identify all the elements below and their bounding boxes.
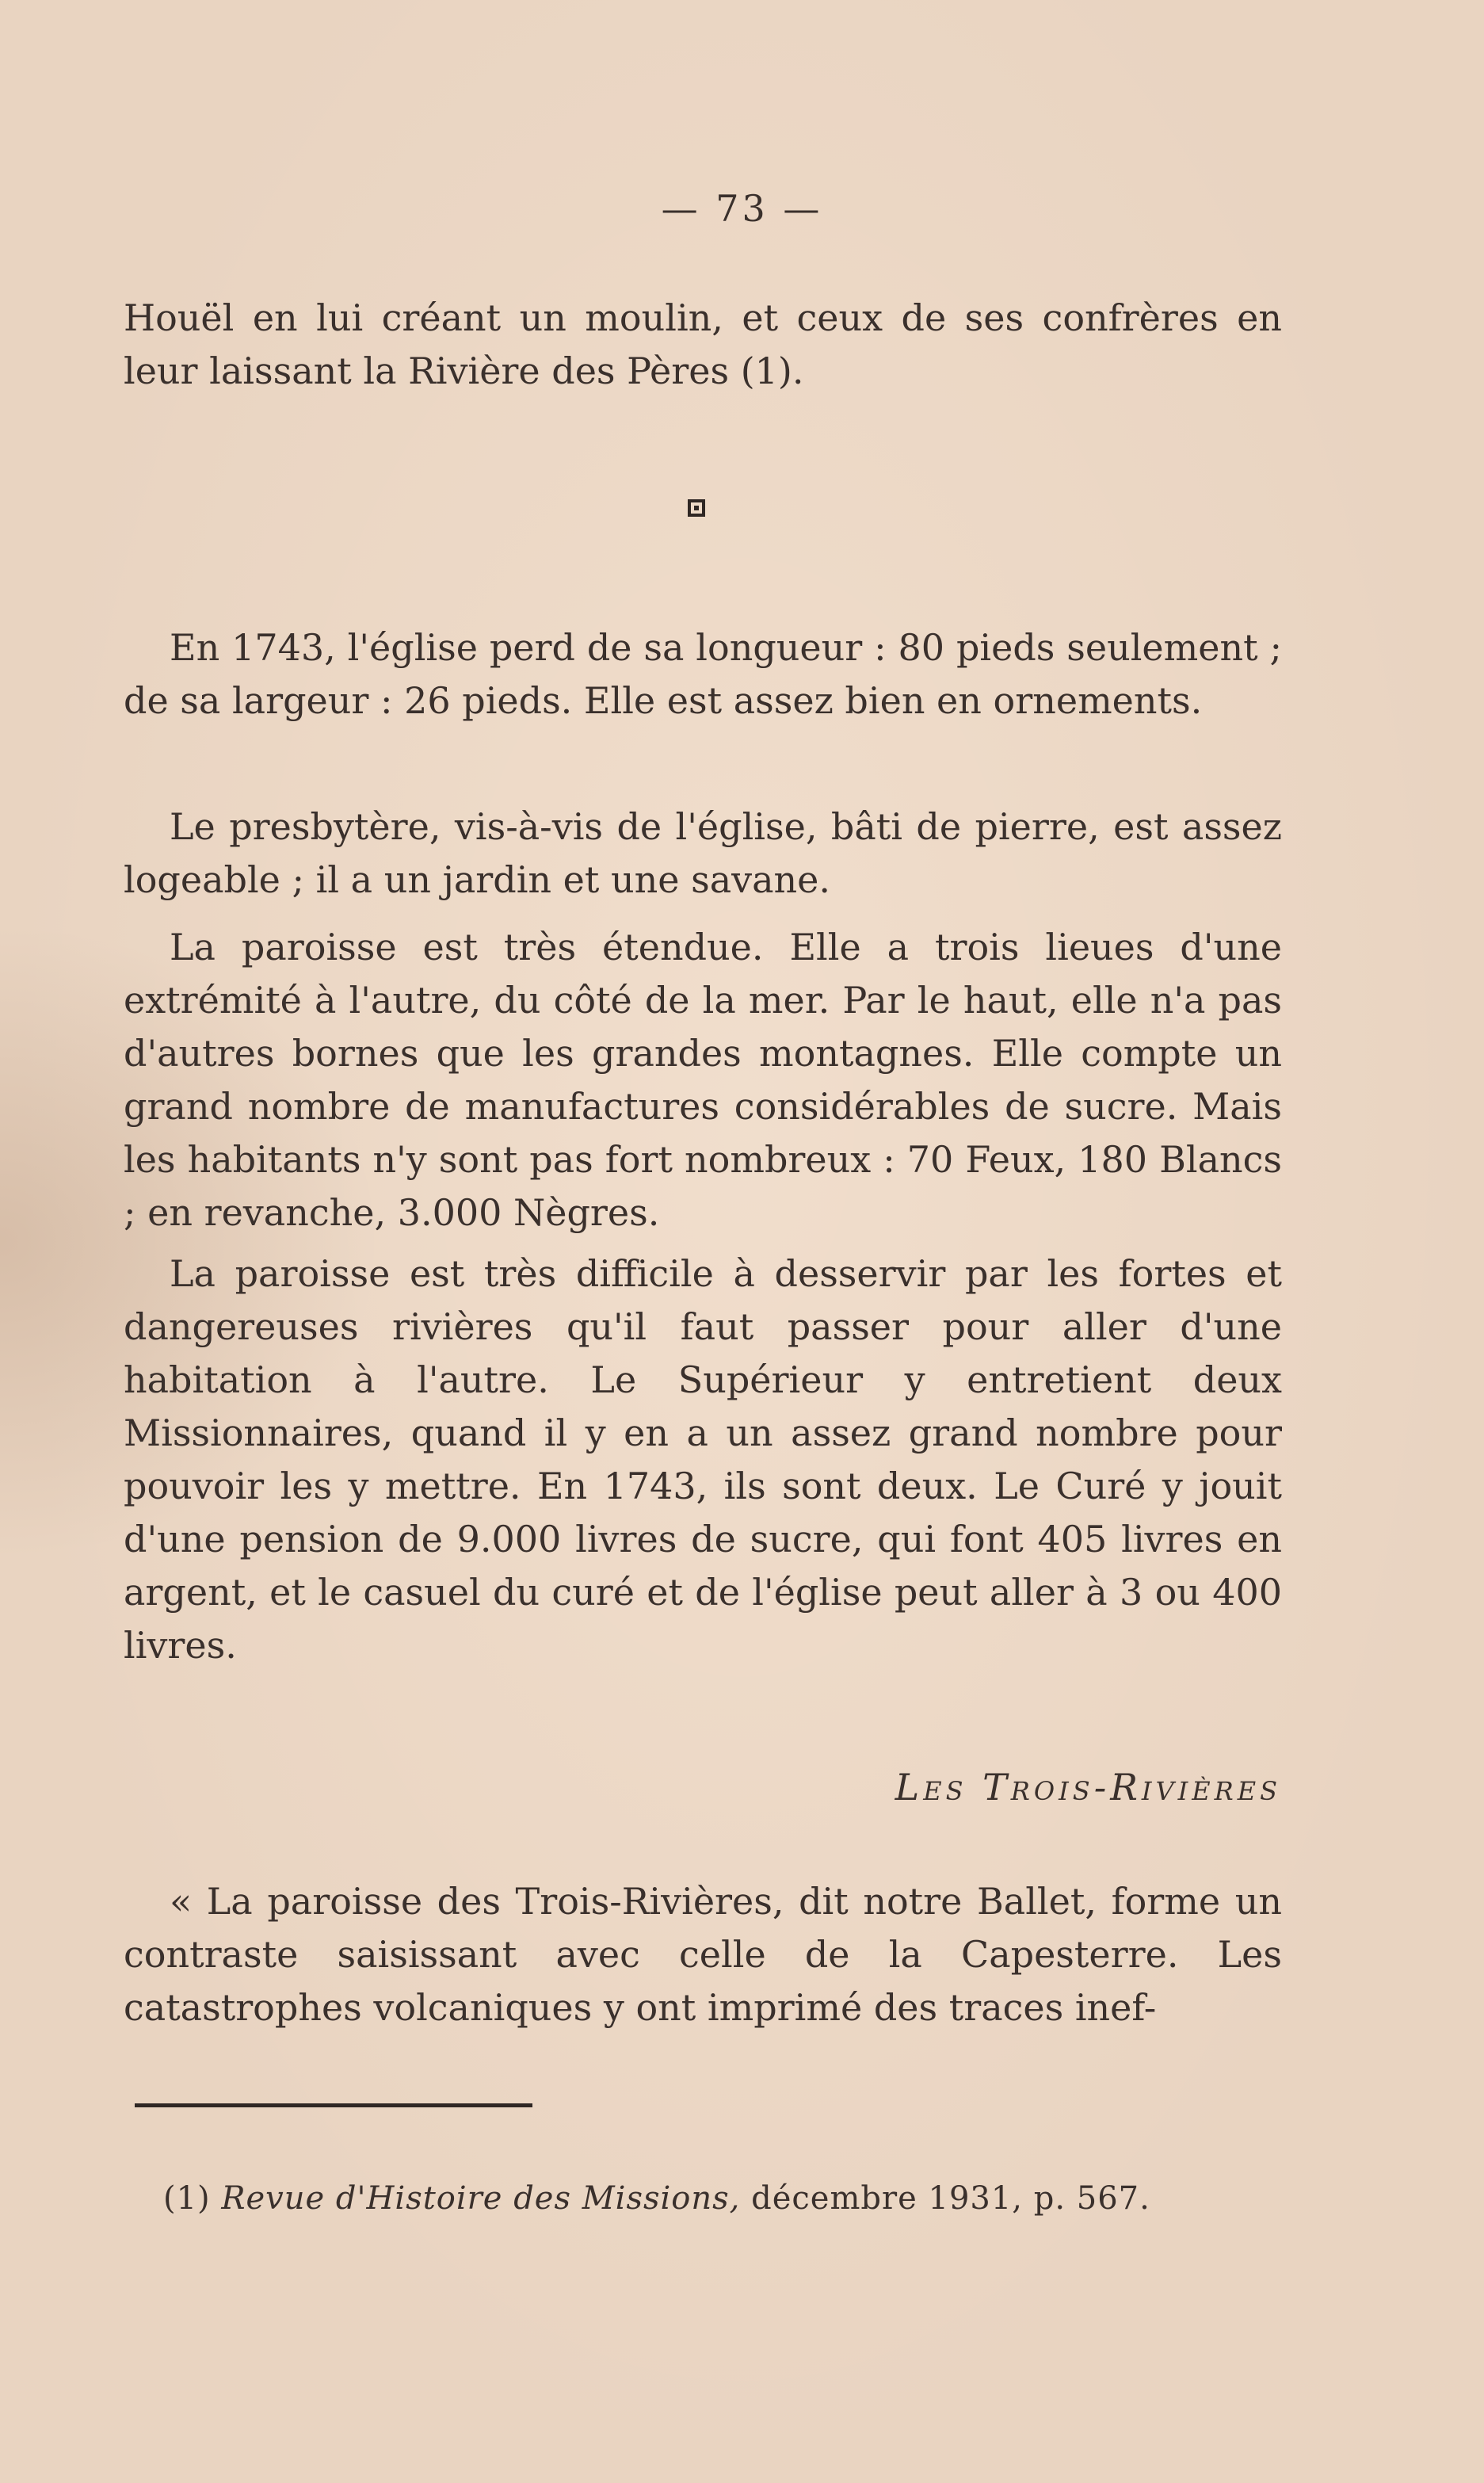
footnote-journal: Revue d'Histoire des Missions, xyxy=(221,2180,741,2217)
paragraph-trois-rivieres: « La paroisse des Trois-Rivières, dit notre Ballet, forme un contraste saisissant avec celle de la Capesterre. Les catastrophes volcaniques y ont imprimé des traces inef- xyxy=(124,1880,1282,2029)
paragraph-church-dimensions: En 1743, l'église perd de sa longueur : 80 pieds seulement ; de sa largeur : 26 pieds. Elle est assez bien en ornements. xyxy=(124,626,1282,722)
paragraph-parish-extent: La paroisse est très étendue. Elle a trois lieues d'une extrémité à l'autre, du côté de la mer. Par le haut, elle n'a pas d'autres bornes que les grandes montagnes. Elle compte un grand nombre de manufactures considérables de sucre. Mais les habitants n'y sont pas fort nombreux : 70 Feux, 180 Blancs ; en revanche, 3.000 Nègres. xyxy=(124,926,1282,1234)
section-heading: Les Trois-Rivières xyxy=(895,1766,1281,1809)
page-number: — 73 — xyxy=(661,187,823,230)
section-ornament-icon xyxy=(688,499,705,517)
footnote-marker: (1) xyxy=(163,2180,211,2217)
paragraph-continuation: Houël en lui créant un moulin, et ceux de ses confrères en leur laissant la Rivière des Pères (1). xyxy=(124,296,1282,392)
footnote-citation: décembre 1931, p. 567. xyxy=(751,2180,1150,2217)
paragraph-parish-service: La paroisse est très difficile à desservir par les fortes et dangereuses rivières qu'il faut passer pour aller d'une habitation à l'autre. Le Supérieur y entretient deux Missionnaires, quand il y en a un assez grand nombre pour pouvoir les y mettre. En 1743, ils sont deux. Le Curé y jouit d'une pension de 9.000 livres de sucre, qui font 405 livres en argent, et le casuel du curé et de l'église peut aller à 3 ou 400 livres. xyxy=(124,1252,1282,1667)
footnote-divider xyxy=(135,2103,532,2107)
footnote xyxy=(163,2178,1150,2219)
paragraph-presbytery: Le presbytère, vis-à-vis de l'église, bâti de pierre, est assez logeable ; il a un jardin et une savane. xyxy=(124,805,1282,901)
